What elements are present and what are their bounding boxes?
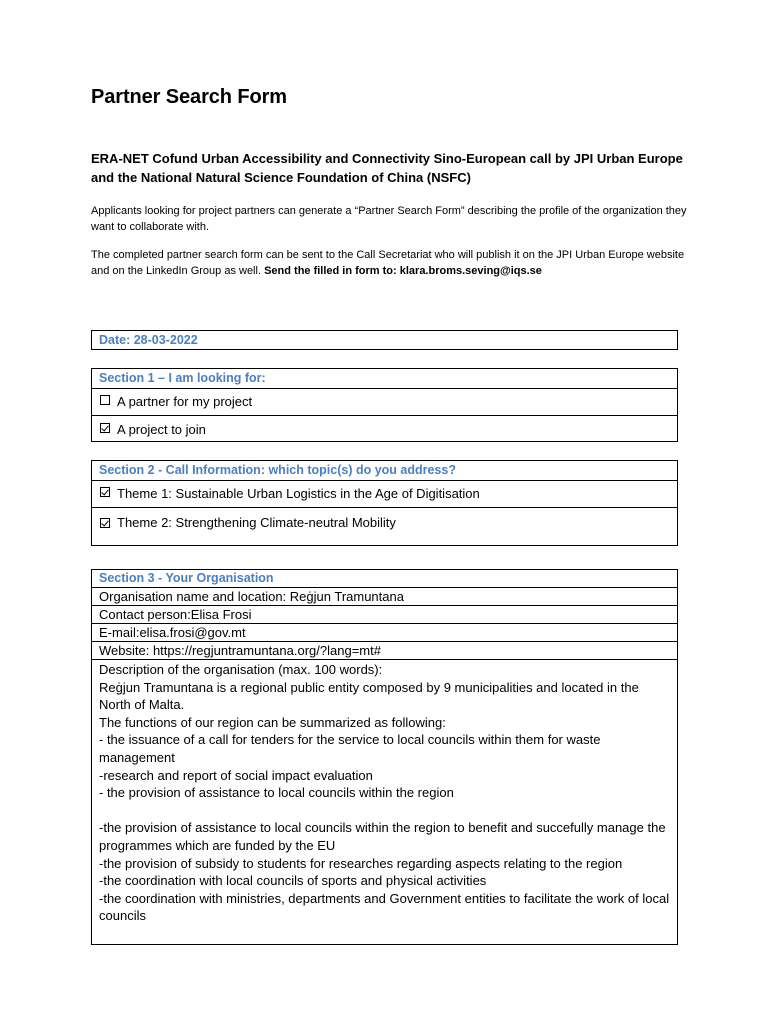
send-to-instruction: Send the filled in form to: klara.broms.seving@iqs.se bbox=[264, 265, 542, 277]
email-field: E-mail:elisa.frosi@gov.mt bbox=[92, 624, 677, 642]
option-label: A partner for my project bbox=[117, 394, 253, 409]
option-label: A project to join bbox=[117, 421, 206, 437]
description-line: -research and report of social impact evaluation bbox=[99, 767, 373, 783]
organisation-description bbox=[92, 660, 677, 925]
section-2-heading: Section 2 - Call Information: which topic(s) do you address? bbox=[92, 461, 677, 481]
option-theme-1[interactable] bbox=[92, 481, 677, 508]
intro-paragraph-1: Applicants looking for project partners can generate a “Partner Search Form” describing the profile of the organization they want to collaborate with. bbox=[91, 205, 687, 233]
option-label: Theme 1: Sustainable Urban Logistics in the Age of Digitisation bbox=[117, 486, 480, 501]
description-line: The functions of our region can be summarized as following: bbox=[99, 714, 446, 730]
description-line: - the provision of assistance to local councils within the region bbox=[99, 785, 454, 801]
page-title: Partner Search Form bbox=[91, 86, 287, 108]
description-line: -the coordination with local councils of sports and physical activities bbox=[99, 873, 487, 889]
date-box bbox=[91, 330, 678, 350]
checked-checkbox-icon[interactable] bbox=[100, 518, 110, 528]
option-label: Theme 2: Strengthening Climate-neutral Mobility bbox=[117, 515, 396, 530]
description-line: -the provision of subsidy to students for researches regarding aspects relating to the region bbox=[99, 855, 623, 871]
section-3-heading: Section 3 - Your Organisation bbox=[92, 570, 677, 588]
intro-paragraph-2-text: The completed partner search form can be sent to the Call Secretariat who will publish it on the JPI Urban Europe website and on the LinkedIn Group as well. bbox=[91, 249, 685, 277]
checked-checkbox-icon[interactable] bbox=[100, 487, 110, 497]
description-line: - the issuance of a call for tenders for the service to local councils within them for waste management bbox=[99, 732, 601, 765]
description-line: Description of the organisation (max. 100 words): bbox=[99, 662, 383, 677]
description-spacer bbox=[99, 802, 671, 820]
option-project-to-join[interactable] bbox=[92, 416, 677, 443]
intro-paragraph-2 bbox=[91, 247, 691, 279]
checked-checkbox-icon[interactable] bbox=[100, 423, 110, 433]
section-1-heading: Section 1 – I am looking for: bbox=[92, 369, 677, 389]
section-2-box bbox=[91, 460, 678, 546]
description-line: -the provision of assistance to local councils within the region to benefit and succefully manage the programmes which are funded by the EU bbox=[99, 820, 666, 853]
contact-person-field: Contact person:Elisa Frosi bbox=[92, 606, 677, 624]
section-1-box bbox=[91, 368, 678, 442]
org-name-field: Organisation name and location: Reġjun Tramuntana bbox=[92, 588, 677, 606]
call-subtitle: ERA-NET Cofund Urban Accessibility and Connectivity Sino-European call by JPI Urban Europe and the National Natural Science Foundation of China (NSFC) bbox=[91, 151, 683, 185]
section-3-box bbox=[91, 569, 678, 945]
description-line: Reġjun Tramuntana is a regional public entity composed by 9 municipalities and located in the North of Malta. bbox=[99, 679, 639, 713]
website-field: Website: https://regjuntramuntana.org/?lang=mt# bbox=[92, 642, 677, 660]
checkbox-icon[interactable] bbox=[100, 395, 110, 405]
description-line: -the coordination with ministries, departments and Government entities to facilitate the work of local councils bbox=[99, 890, 670, 924]
option-partner-for-project[interactable] bbox=[92, 389, 677, 416]
date-field: Date: 28-03-2022 bbox=[99, 333, 198, 347]
option-theme-2[interactable] bbox=[92, 508, 677, 545]
